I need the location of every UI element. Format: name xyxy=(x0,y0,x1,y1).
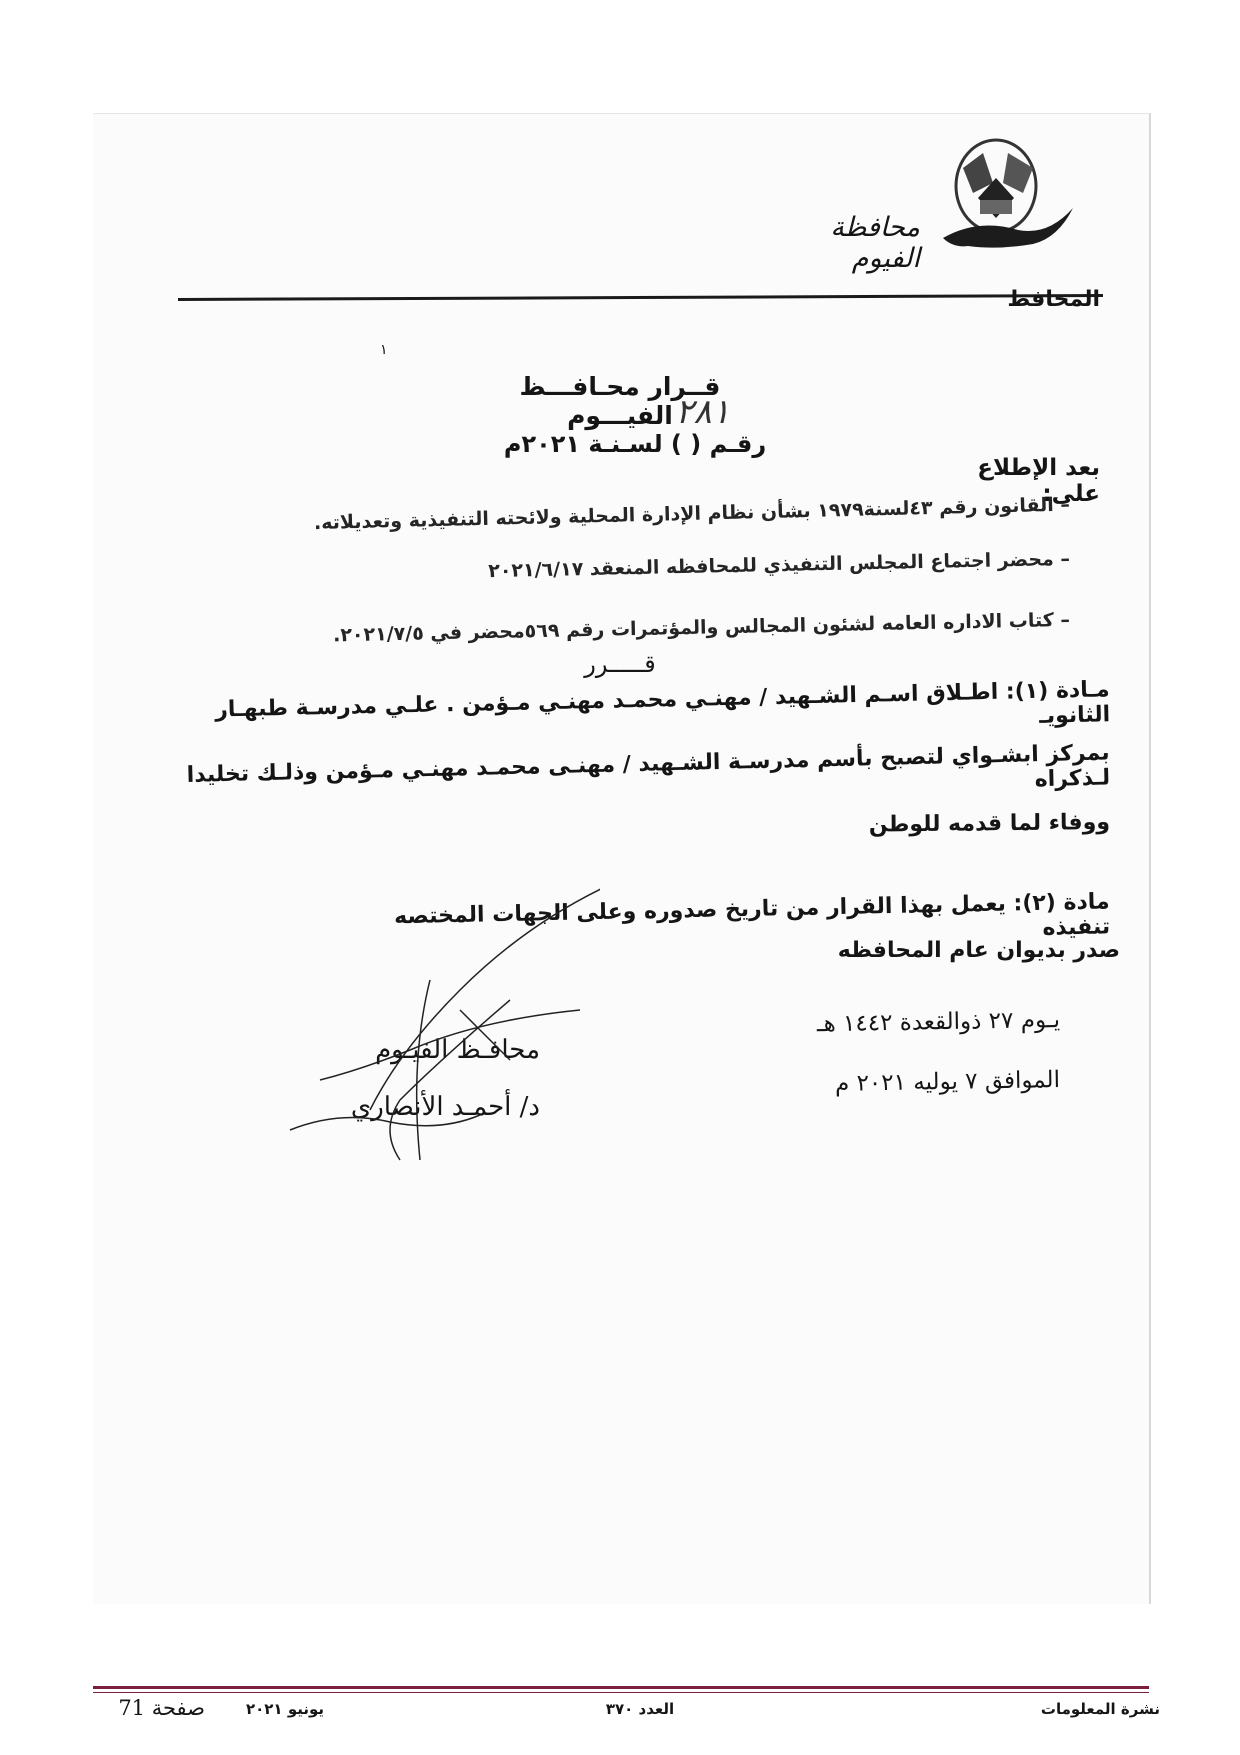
governorate-name: محافظة الفيوم xyxy=(830,212,920,274)
footer-date: يونيو ٢٠٢١ xyxy=(245,1700,325,1718)
office-label: المحافظ xyxy=(1007,287,1100,312)
reference-item: – محضر اجتماع المجلس التنفيذي للمحافظه المنعقد ٢٠٢١/٦/١٧ xyxy=(488,547,1071,583)
hijri-date: يـوم ٢٧ ذوالقعدة ١٤٤٢ هـ xyxy=(816,1007,1061,1038)
reference-item: – القانون رقم ٤٣لسنة١٩٧٩ بشأن نظام الإدارة المحلية ولائحته التنفيذية وتعديلاته. xyxy=(313,493,1071,535)
article-2: مادة (٢): يعمل بهذا القرار من تاريخ صدوره وعلى الجهات المختصه تنفيذه xyxy=(393,889,1111,941)
signatory-name: د/ أحمـد الأنصاري xyxy=(350,1092,540,1122)
stray-mark: ١ xyxy=(380,342,388,358)
gregorian-date: الموافق ٧ يوليه ٢٠٢١ م xyxy=(834,1067,1061,1097)
governorate-emblem xyxy=(938,138,1078,258)
footer-rule xyxy=(93,1686,1149,1689)
handwritten-signature xyxy=(280,860,600,1180)
footer-page-number: صفحة 71 xyxy=(118,1696,205,1720)
preamble: بعد الإطلاع على: xyxy=(977,455,1100,507)
signatory-title: محافـظ الفيـوم xyxy=(375,1035,540,1065)
decree-number-line: رقـم ( ) لسـنـة ٢٠٢١م xyxy=(503,430,767,458)
decision-heading: قـــــرر xyxy=(584,650,656,678)
article-1-line: بمركز ابشـواي لتصبح بأسم مدرسـة الشـهيد / مهنـى محمـد مهنـي مـؤمن وذلـك تخليدا لـذكراه xyxy=(186,740,1111,793)
footer-issue: العدد ٣٧٠ xyxy=(605,1700,675,1718)
footer-rule-thin xyxy=(93,1692,1149,1693)
handwritten-decree-number: ٢٨١ xyxy=(675,392,730,432)
issued-at: صدر بديوان عام المحافظه xyxy=(837,938,1120,963)
decree-title: قــرار محـافـــظ الفيـــوم xyxy=(519,372,721,430)
scanned-document xyxy=(93,113,1151,1604)
article-1-line: ووفاء لما قدمه للوطن xyxy=(868,810,1111,838)
reference-item: – كتاب الاداره العامه لشئون المجالس والمؤتمرات رقم ٥٦٩محضر في ٢٠٢١/٧/٥. xyxy=(332,608,1071,647)
footer-publication: نشرة المعلومات xyxy=(1040,1700,1160,1718)
article-1-line: مـادة (١): اطـلاق اسـم الشـهيد / مهنـي محمـد مهنـي مـؤمن . علـي مدرسـة طبهـار الثانويـ xyxy=(214,677,1111,729)
